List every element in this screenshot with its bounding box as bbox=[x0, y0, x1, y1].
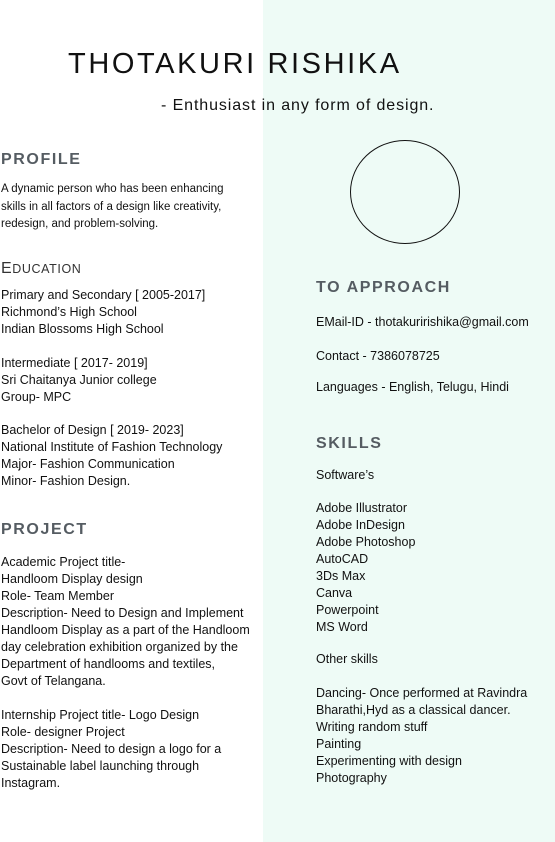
project-heading: PROJECT bbox=[1, 521, 88, 538]
education-line: Intermediate [ 2017- 2019] bbox=[1, 355, 148, 370]
project-line: Role- Team Member bbox=[1, 589, 115, 603]
software-list bbox=[316, 500, 415, 636]
software-item: Canva bbox=[316, 586, 353, 600]
software-item: AutoCAD bbox=[316, 552, 369, 566]
education-line: Major- Fashion Communication bbox=[1, 457, 175, 471]
project-line: Instagram. bbox=[1, 775, 61, 790]
other-skill-item: Painting bbox=[316, 737, 362, 751]
education-line: Indian Blossoms High School bbox=[1, 322, 164, 336]
other-skills-list bbox=[316, 685, 527, 787]
project-line: Academic Project title- bbox=[1, 555, 126, 569]
profile-heading: PROFILE bbox=[1, 151, 82, 168]
project-line: Handloom Display design bbox=[1, 572, 143, 586]
project-line: Description- Need to Design and Implement bbox=[1, 606, 244, 620]
software-item: Adobe Illustrator bbox=[316, 501, 408, 515]
project-line: Govt of Telangana. bbox=[1, 674, 106, 688]
other-skill-item: Experimenting with design bbox=[316, 754, 462, 768]
languages-line: Languages - English, Telugu, Hindi bbox=[316, 380, 509, 394]
software-item: Powerpoint bbox=[316, 603, 379, 617]
contact-line: Contact - 7386078725 bbox=[316, 349, 440, 363]
profile-line: A dynamic person who has been enhancing bbox=[1, 183, 224, 195]
project-line: day celebration exhibition organized by the bbox=[1, 640, 238, 654]
profile-line: redesign, and problem-solving. bbox=[1, 218, 159, 230]
project-line: Department of handlooms and textiles, bbox=[1, 657, 216, 671]
profile-text bbox=[1, 181, 224, 234]
education-line: Minor- Fashion Design. bbox=[1, 474, 131, 488]
candidate-name: THOTAKURI RISHIKA bbox=[68, 48, 402, 80]
education-list bbox=[1, 287, 222, 490]
profile-line: skills in all factors of a design like creativity, bbox=[1, 200, 222, 213]
education-heading-initial: E bbox=[1, 260, 13, 277]
project-line: Role- designer Project bbox=[1, 724, 125, 739]
education-line: Richmond’s High School bbox=[1, 305, 137, 319]
skills-heading: SKILLS bbox=[316, 435, 383, 452]
software-label: Software’s bbox=[316, 468, 375, 482]
project-line: Sustainable label launching through bbox=[1, 758, 200, 773]
other-skill-item: Writing random stuff bbox=[316, 720, 428, 734]
education-line: Group- MPC bbox=[1, 389, 72, 404]
education-line: Sri Chaitanya Junior college bbox=[1, 372, 157, 387]
other-skills-label: Other skills bbox=[316, 652, 378, 666]
software-item: 3Ds Max bbox=[316, 569, 366, 583]
software-item: Adobe Photoshop bbox=[316, 535, 416, 549]
software-item: MS Word bbox=[316, 620, 368, 634]
education-line: Bachelor of Design [ 2019- 2023] bbox=[1, 423, 184, 437]
photo-placeholder bbox=[350, 140, 460, 244]
education-heading-rest: DUCATION bbox=[12, 262, 82, 276]
software-item: Adobe InDesign bbox=[316, 518, 405, 532]
education-line: National Institute of Fashion Technology bbox=[1, 440, 223, 454]
other-skill-item: Bharathi,Hyd as a classical dancer. bbox=[316, 703, 511, 717]
other-skill-item: Dancing- Once performed at Ravindra bbox=[316, 686, 528, 700]
education-line: Primary and Secondary [ 2005-2017] bbox=[1, 288, 206, 302]
tagline: - Enthusiast in any form of design. bbox=[161, 97, 435, 114]
project-line: Internship Project title- Logo Design bbox=[1, 707, 200, 722]
email-line: EMail-ID - thotakuririshika@gmail.com bbox=[316, 315, 529, 329]
project-list bbox=[1, 554, 250, 792]
approach-heading: TO APPROACH bbox=[316, 279, 451, 296]
project-line: Handloom Display as a part of the Handloom bbox=[1, 623, 250, 637]
project-line: Description- Need to design a logo for a bbox=[1, 741, 222, 756]
education-heading bbox=[1, 260, 81, 278]
other-skill-item: Photography bbox=[316, 771, 387, 785]
